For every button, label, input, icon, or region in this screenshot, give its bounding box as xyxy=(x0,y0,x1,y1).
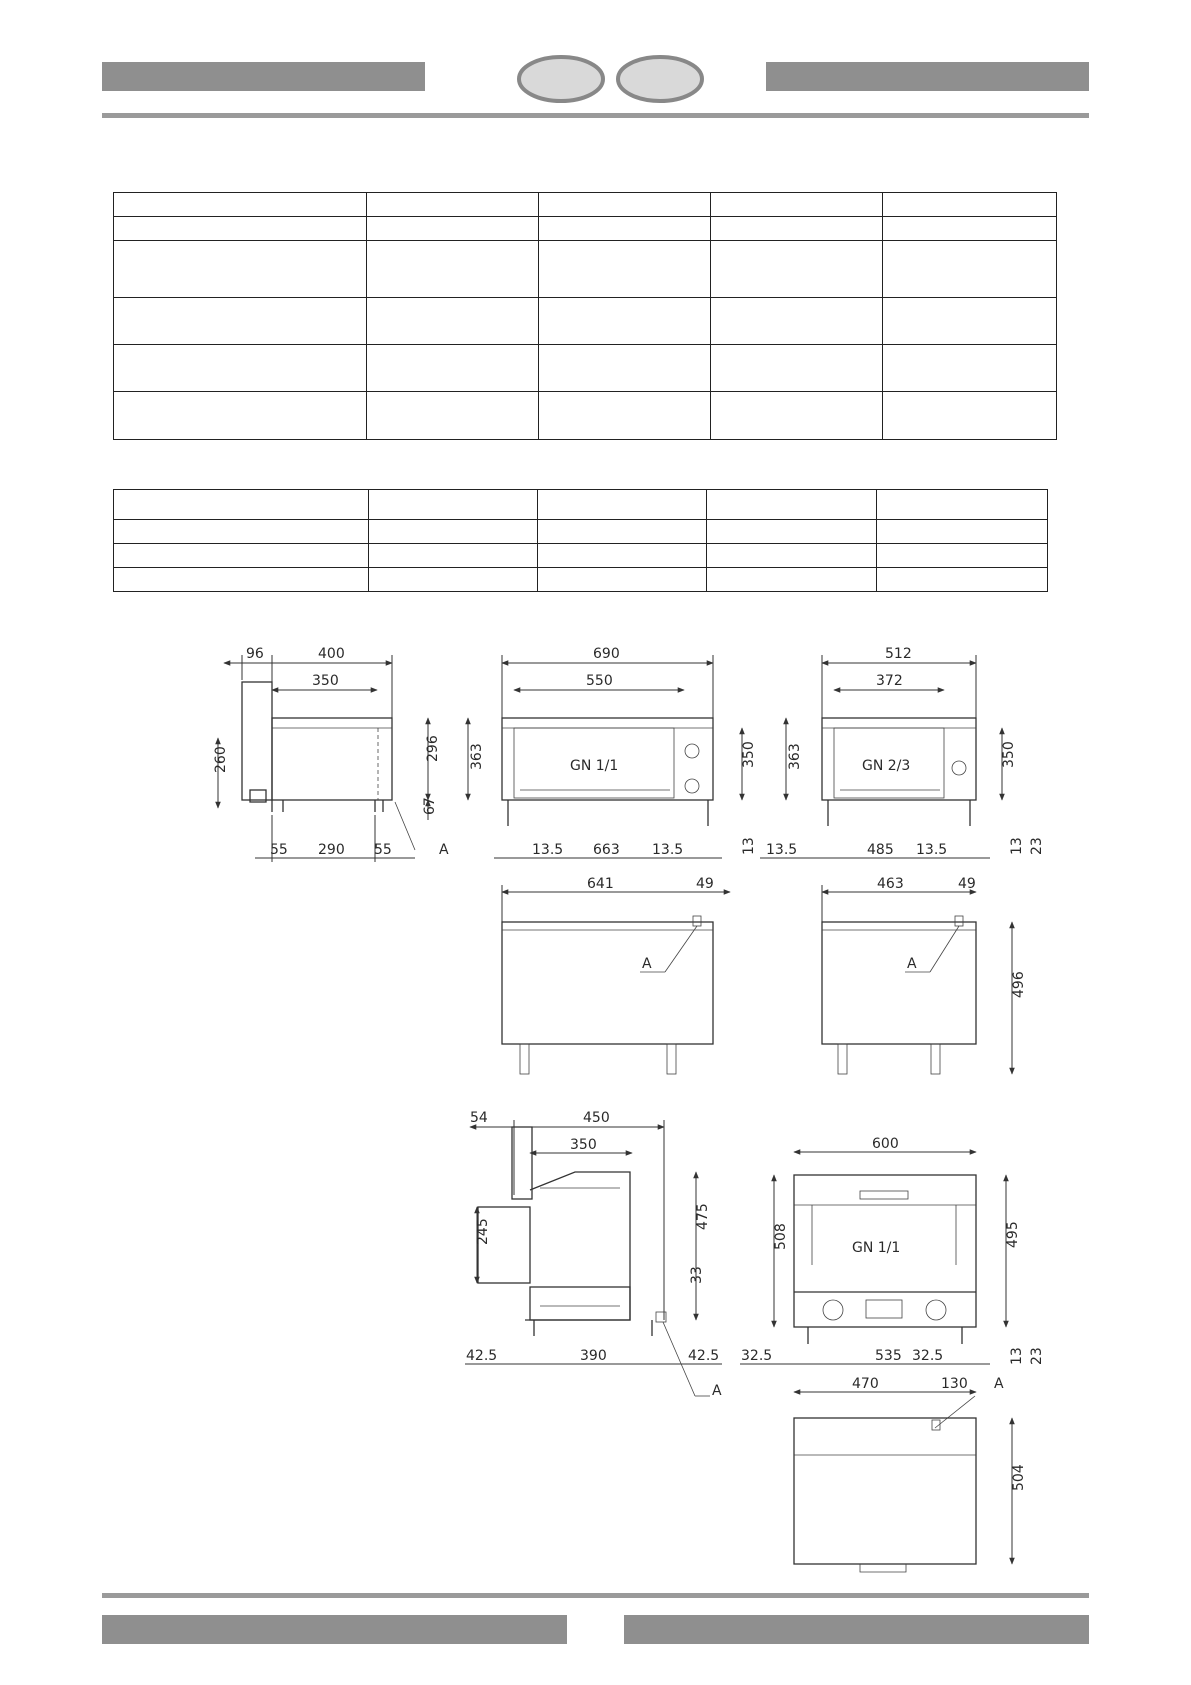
dim-label: 13 xyxy=(1009,1347,1025,1365)
dim-label: 13.5 xyxy=(916,842,948,858)
dim-label: 550 xyxy=(586,673,613,689)
marker-a: A xyxy=(994,1376,1004,1392)
dim-label: 495 xyxy=(1005,1221,1021,1248)
dim-label: 475 xyxy=(695,1203,711,1230)
dim-label: 49 xyxy=(696,876,714,892)
dim-label: 363 xyxy=(469,743,485,770)
dim-label: 463 xyxy=(877,876,904,892)
dim-label: 13.5 xyxy=(766,842,798,858)
dim-label: 290 xyxy=(318,842,345,858)
dim-label: 55 xyxy=(270,842,288,858)
dim-label: 13 xyxy=(1009,837,1025,855)
footer-rule xyxy=(102,1593,1089,1598)
dim-label: 67 xyxy=(422,797,438,815)
dim-label: 641 xyxy=(587,876,614,892)
dim-label: 55 xyxy=(374,842,392,858)
pan-label: GN 1/1 xyxy=(570,758,619,774)
dim-label: 508 xyxy=(773,1223,789,1250)
dim-label: 96 xyxy=(246,646,264,662)
dim-label: 504 xyxy=(1011,1464,1027,1491)
dim-label: 600 xyxy=(872,1136,899,1152)
dim-label: 23 xyxy=(1029,837,1045,855)
marker-a: A xyxy=(439,842,449,858)
plan-view-gn11 xyxy=(502,876,730,1074)
front-view-gn23 xyxy=(760,646,1045,858)
dim-label: 245 xyxy=(475,1218,491,1245)
dim-label: 690 xyxy=(593,646,620,662)
dim-label: 350 xyxy=(741,741,757,768)
dim-label: 42.5 xyxy=(688,1348,720,1364)
dim-label: 13.5 xyxy=(652,842,684,858)
dim-label: 372 xyxy=(876,673,903,689)
dim-label: 535 xyxy=(875,1348,902,1364)
dim-label: 350 xyxy=(312,673,339,689)
dim-label: 663 xyxy=(593,842,620,858)
dim-label: 54 xyxy=(470,1110,488,1126)
marker-a: A xyxy=(712,1383,722,1399)
dim-label: 49 xyxy=(958,876,976,892)
dim-label: 363 xyxy=(787,743,803,770)
dim-label: 260 xyxy=(213,746,229,773)
dim-label: 23 xyxy=(1029,1347,1045,1365)
dim-label: 42.5 xyxy=(466,1348,498,1364)
dim-label: 470 xyxy=(852,1376,879,1392)
footer-bar-right xyxy=(624,1615,1089,1644)
dim-label: 32.5 xyxy=(741,1348,773,1364)
marker-a: A xyxy=(642,956,652,972)
dim-label: 400 xyxy=(318,646,345,662)
dim-label: 450 xyxy=(583,1110,610,1126)
front-view-gn11 xyxy=(468,646,757,858)
dim-label: 485 xyxy=(867,842,894,858)
front-view-bottom xyxy=(740,1136,1045,1365)
dim-label: 33 xyxy=(689,1266,705,1284)
dim-label: 390 xyxy=(580,1348,607,1364)
footer-bar-left xyxy=(102,1615,567,1644)
dim-label: 32.5 xyxy=(912,1348,944,1364)
dim-label: 350 xyxy=(1001,741,1017,768)
marker-a: A xyxy=(907,956,917,972)
dim-label: 13.5 xyxy=(532,842,564,858)
side-view-top xyxy=(213,646,449,862)
dim-label: 512 xyxy=(885,646,912,662)
dim-label: 296 xyxy=(425,735,441,762)
dim-label: 496 xyxy=(1011,971,1027,998)
plan-view-gn23 xyxy=(822,876,1027,1074)
side-view-bottom xyxy=(465,1110,722,1399)
pan-label: GN 2/3 xyxy=(862,758,911,774)
dim-label: 13 xyxy=(741,837,757,855)
pan-label: GN 1/1 xyxy=(852,1240,901,1256)
dim-label: 350 xyxy=(570,1137,597,1153)
dim-label: 130 xyxy=(941,1376,968,1392)
plan-view-bottom xyxy=(794,1376,1027,1572)
